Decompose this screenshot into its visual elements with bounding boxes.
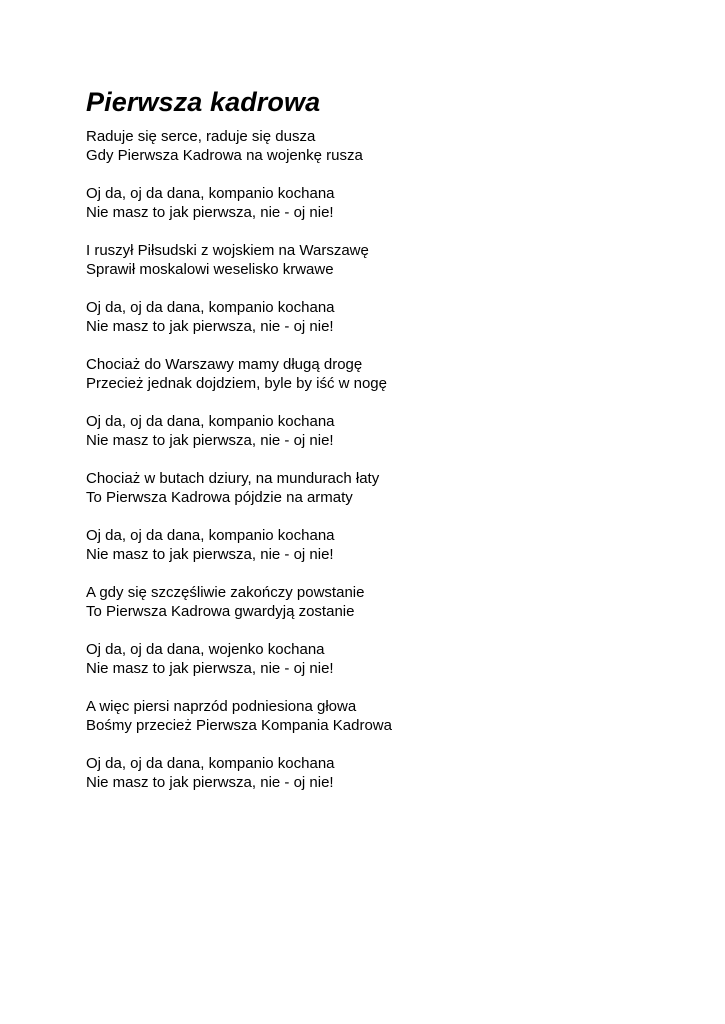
stanza-9 — [86, 583, 686, 621]
lyric-line: To Pierwsza Kadrowa gwardyją zostanie — [86, 603, 355, 620]
stanza-8-refrain — [86, 526, 686, 564]
page-title: Pierwsza kadrowa — [86, 87, 321, 117]
lyric-line: Przecież jednak dojdziem, byle by iść w nogę — [86, 375, 387, 392]
lyric-line: Bośmy przecież Pierwsza Kompania Kadrowa — [86, 717, 392, 734]
stanza-1 — [86, 127, 686, 165]
lyric-line: A więc piersi naprzód podniesiona głowa — [86, 698, 357, 715]
lyric-line: Nie masz to jak pierwsza, nie - oj nie! — [86, 774, 334, 791]
lyric-line: Oj da, oj da dana, wojenko kochana — [86, 641, 325, 658]
lyric-line: Nie masz to jak pierwsza, nie - oj nie! — [86, 432, 334, 449]
stanza-12-refrain — [86, 754, 686, 792]
stanza-7 — [86, 469, 686, 507]
lyric-line: Oj da, oj da dana, kompanio kochana — [86, 413, 335, 430]
lyric-line: Nie masz to jak pierwsza, nie - oj nie! — [86, 546, 334, 563]
stanza-4-refrain — [86, 298, 686, 336]
lyric-line: Nie masz to jak pierwsza, nie - oj nie! — [86, 204, 334, 221]
lyric-line: To Pierwsza Kadrowa pójdzie na armaty — [86, 489, 353, 506]
lyric-line: Oj da, oj da dana, kompanio kochana — [86, 527, 335, 544]
lyric-line: I ruszył Piłsudski z wojskiem na Warszawę — [86, 242, 369, 259]
lyric-line: A gdy się szczęśliwie zakończy powstanie — [86, 584, 365, 601]
lyric-line: Raduje się serce, raduje się dusza — [86, 128, 316, 145]
stanza-3 — [86, 241, 686, 279]
stanza-10-refrain — [86, 640, 686, 678]
lyric-line: Oj da, oj da dana, kompanio kochana — [86, 185, 335, 202]
lyric-line: Oj da, oj da dana, kompanio kochana — [86, 299, 335, 316]
lyric-line: Sprawił moskalowi weselisko krwawe — [86, 261, 334, 278]
stanza-5 — [86, 355, 686, 393]
lyric-line: Nie masz to jak pierwsza, nie - oj nie! — [86, 660, 334, 677]
lyric-line: Chociaż w butach dziury, na mundurach łaty — [86, 470, 380, 487]
stanza-2-refrain — [86, 184, 686, 222]
lyric-line: Nie masz to jak pierwsza, nie - oj nie! — [86, 318, 334, 335]
lyric-line: Oj da, oj da dana, kompanio kochana — [86, 755, 335, 772]
lyric-line: Chociaż do Warszawy mamy długą drogę — [86, 356, 363, 373]
stanza-11 — [86, 697, 686, 735]
lyric-line: Gdy Pierwsza Kadrowa na wojenkę rusza — [86, 147, 363, 164]
lyrics-body — [86, 127, 686, 811]
stanza-6-refrain — [86, 412, 686, 450]
